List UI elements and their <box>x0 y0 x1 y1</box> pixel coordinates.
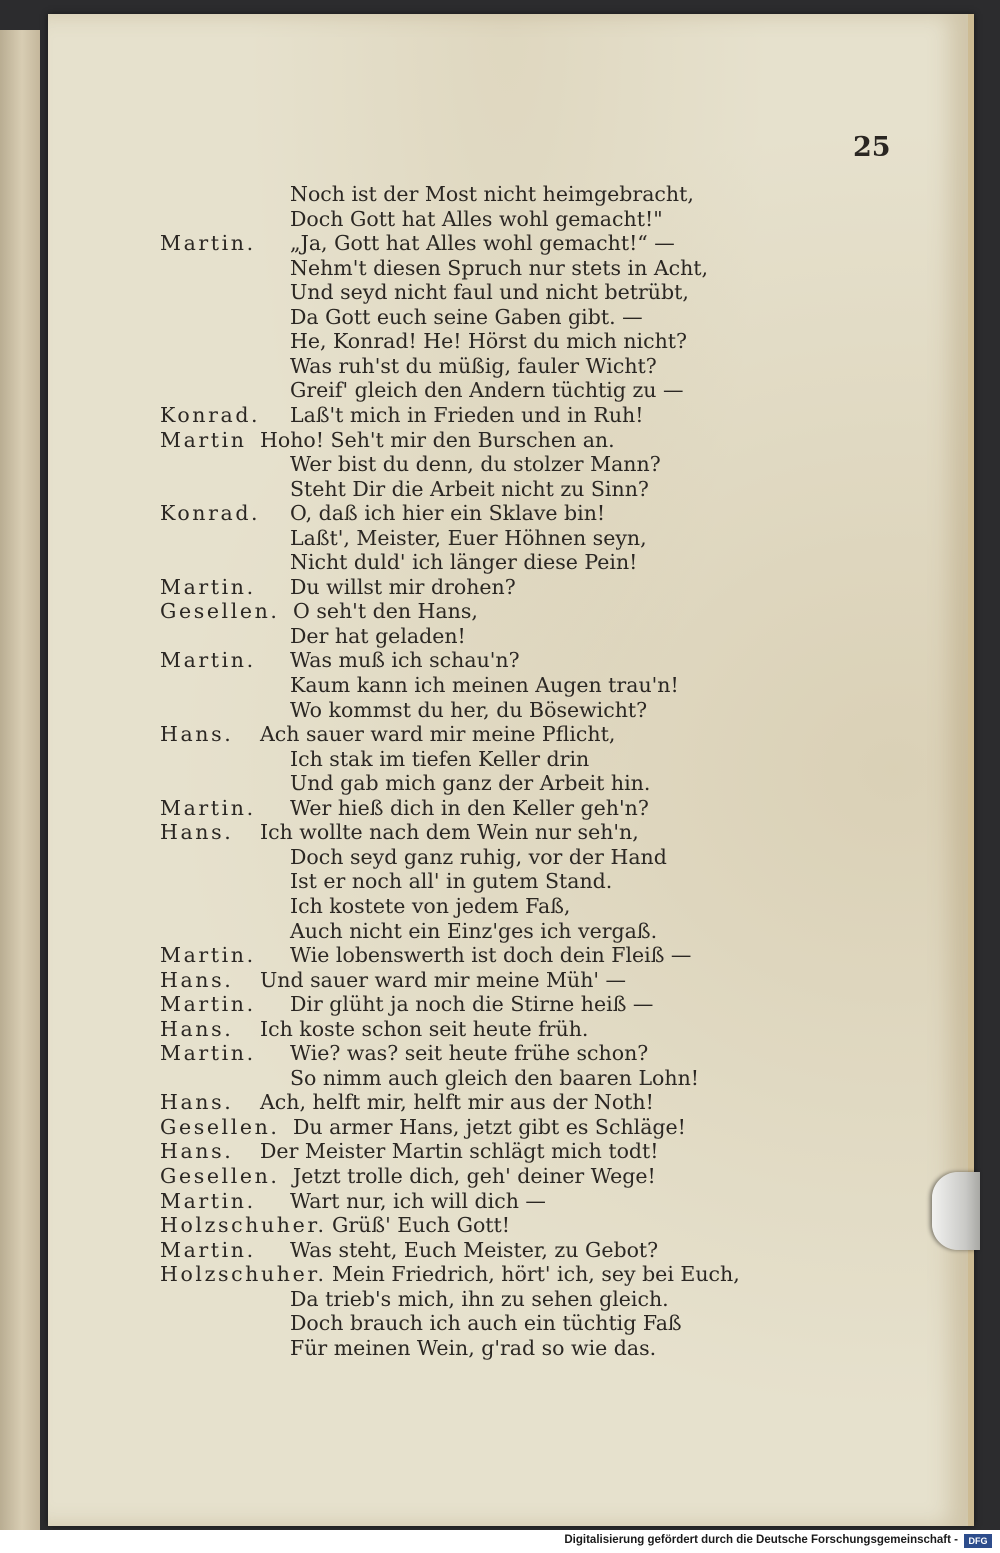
speaker-name: Gesellen. <box>160 1115 280 1139</box>
verse-line: Doch seyd ganz ruhig, vor der Hand <box>290 845 667 869</box>
verse-line: Ich stak im tiefen Keller drin <box>290 747 590 771</box>
verse-line: Was steht, Euch Meister, zu Gebot? <box>290 1238 659 1262</box>
verse-line: Noch ist der Most nicht heimgebracht, <box>290 182 694 206</box>
verse-line: Du willst mir drohen? <box>290 575 516 599</box>
verse-line: Und gab mich ganz der Arbeit hin. <box>290 771 651 795</box>
verse-line: Ich koste schon seit heute früh. <box>260 1017 589 1041</box>
verse-line: Wer bist du denn, du stolzer Mann? <box>290 452 661 476</box>
speaker-name: Hans. <box>160 1017 234 1041</box>
speaker-name: Martin. <box>160 648 256 672</box>
verse-line: Wo kommst du her, du Bösewicht? <box>290 698 648 722</box>
verse-line: Du armer Hans, jetzt gibt es Schläge! <box>293 1115 686 1139</box>
verse-line: Auch nicht ein Einz'ges ich vergaß. <box>290 919 658 943</box>
verse-line: Steht Dir die Arbeit nicht zu Sinn? <box>290 477 649 501</box>
speaker-name: Hans. <box>160 1139 234 1163</box>
speaker-name: Hans. <box>160 1090 234 1114</box>
verse-line: Wart nur, ich will dich — <box>290 1189 546 1213</box>
verse-line: Laß't mich in Frieden und in Ruh! <box>290 403 644 427</box>
book-clip <box>932 1172 980 1250</box>
verse-line: O, daß ich hier ein Sklave bin! <box>290 501 606 525</box>
verse-line: „Ja, Gott hat Alles wohl gemacht!“ — <box>290 231 675 255</box>
verse-line: Wie lobenswerth ist doch dein Fleiß — <box>290 943 692 967</box>
verse-line: Nehm't diesen Spruch nur stets in Acht, <box>290 256 709 280</box>
speaker-name: Martin. <box>160 1238 256 1262</box>
verse-line: Was ruh'st du müßig, fauler Wicht? <box>290 354 657 378</box>
speaker-name: Gesellen. <box>160 599 280 623</box>
dfg-logo: DFG <box>964 1534 992 1548</box>
verse-line: Für meinen Wein, g'rad so wie das. <box>290 1336 657 1360</box>
verse-line: Grüß' Euch Gott! <box>332 1213 511 1237</box>
speaker-name: Holzschuher. <box>160 1262 327 1286</box>
speaker-name: Martin. <box>160 575 256 599</box>
verse-line: Kaum kann ich meinen Augen trau'n! <box>290 673 679 697</box>
speaker-name: Hans. <box>160 722 234 746</box>
speaker-name: Martin. <box>160 992 256 1016</box>
verse-line: Greif' gleich den Andern tüchtig zu — <box>290 378 684 402</box>
verse-line: Und sauer ward mir meine Müh' — <box>260 968 627 992</box>
verse-line: Da Gott euch seine Gaben gibt. — <box>290 305 643 329</box>
speaker-name: Hans. <box>160 820 234 844</box>
verse-line: Doch brauch ich auch ein tüchtig Faß <box>290 1311 682 1335</box>
verse-line: Wer hieß dich in den Keller geh'n? <box>290 796 649 820</box>
speaker-name: Holzschuher. <box>160 1213 327 1237</box>
previous-page-edge <box>0 30 40 1530</box>
verse-line: Hoho! Seh't mir den Burschen an. <box>260 428 615 452</box>
speaker-name: Hans. <box>160 968 234 992</box>
book-page <box>48 14 974 1526</box>
verse-line: Wie? was? seit heute frühe schon? <box>290 1041 649 1065</box>
speaker-name: Martin <box>160 428 247 452</box>
speaker-name: Gesellen. <box>160 1164 280 1188</box>
footer <box>0 1530 1000 1553</box>
verse-line: Nicht duld' ich länger diese Pein! <box>290 550 638 574</box>
verse-line: Dir glüht ja noch die Stirne heiß — <box>290 992 654 1016</box>
verse-line: Und seyd nicht faul und nicht betrübt, <box>290 280 689 304</box>
verse-line: Ach sauer ward mir meine Pflicht, <box>260 722 616 746</box>
page-number: 25 <box>853 132 891 163</box>
verse-line: Mein Friedrich, hört' ich, sey bei Euch, <box>332 1262 740 1286</box>
verse-line: O seh't den Hans, <box>293 599 478 623</box>
verse-line: So nimm auch gleich den baaren Lohn! <box>290 1066 700 1090</box>
verse-line: Laßt', Meister, Euer Höhnen seyn, <box>290 526 647 550</box>
verse-line: Was muß ich schau'n? <box>290 648 520 672</box>
verse-line: Jetzt trolle dich, geh' deiner Wege! <box>293 1164 656 1188</box>
speaker-name: Konrad. <box>160 501 261 525</box>
verse-line: Der hat geladen! <box>290 624 466 648</box>
verse-line: Ich kostete von jedem Faß, <box>290 894 571 918</box>
verse-line: Ist er noch all' in gutem Stand. <box>290 869 613 893</box>
speaker-name: Martin. <box>160 1189 256 1213</box>
verse-line: Da trieb's mich, ihn zu sehen gleich. <box>290 1287 669 1311</box>
verse-line: He, Konrad! He! Hörst du mich nicht? <box>290 329 688 353</box>
speaker-name: Martin. <box>160 231 256 255</box>
verse-line: Doch Gott hat Alles wohl gemacht!" <box>290 207 663 231</box>
verse-line: Der Meister Martin schlägt mich todt! <box>260 1139 659 1163</box>
speaker-name: Konrad. <box>160 403 261 427</box>
speaker-name: Martin. <box>160 943 256 967</box>
footer-credit: Digitalisierung gefördert durch die Deutsche Forschungsgemeinschaft - <box>564 1534 958 1546</box>
verse-line: Ach, helft mir, helft mir aus der Noth! <box>260 1090 654 1114</box>
verse-line: Ich wollte nach dem Wein nur seh'n, <box>260 820 639 844</box>
speaker-name: Martin. <box>160 796 256 820</box>
speaker-name: Martin. <box>160 1041 256 1065</box>
